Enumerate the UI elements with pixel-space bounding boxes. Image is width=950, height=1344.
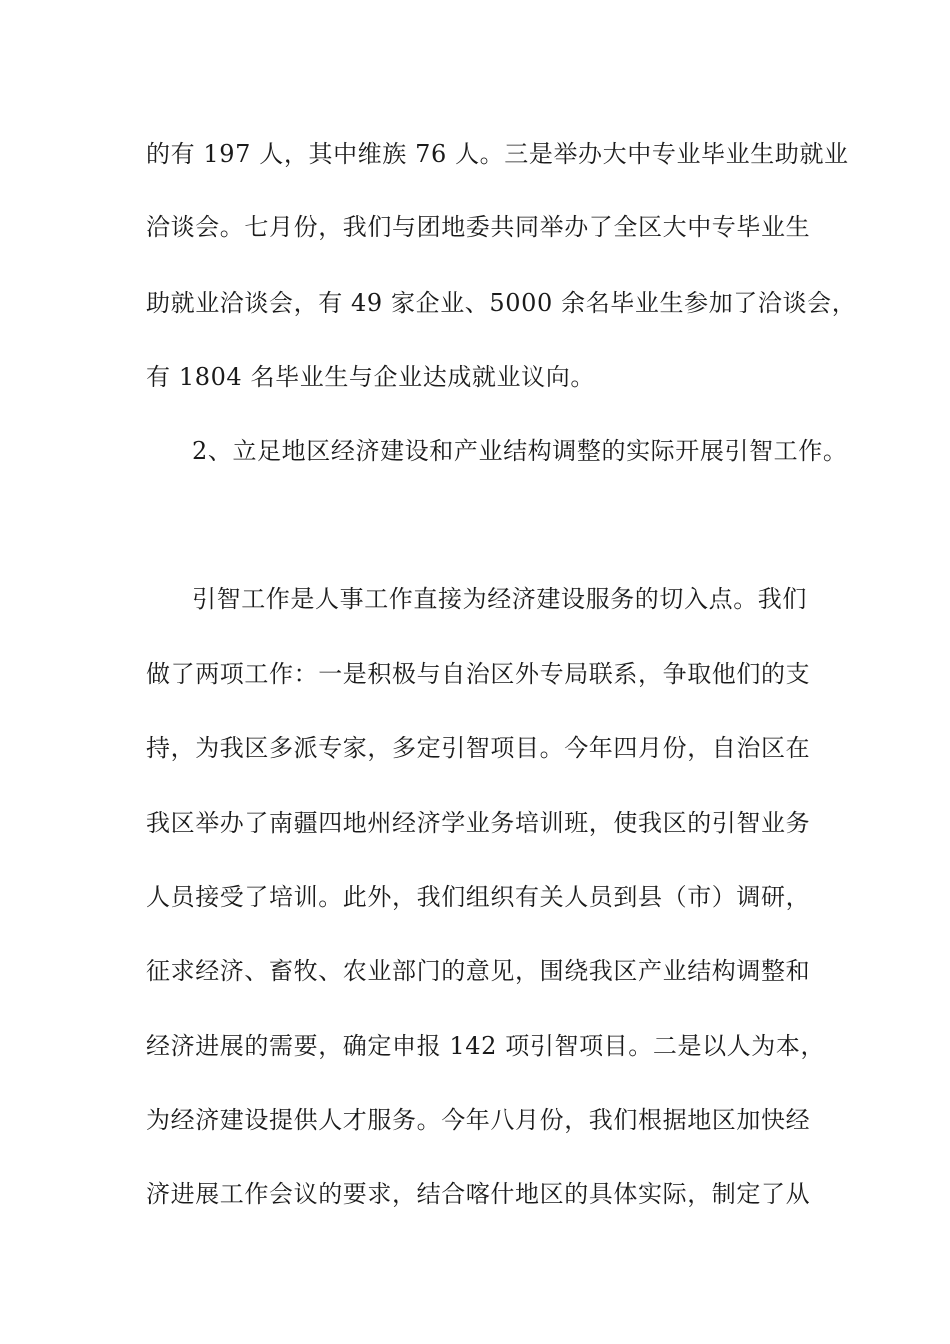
text-line: 为经济建设提供人才服务。今年八月份，我们根据地区加快经 (146, 1106, 811, 1134)
paragraph-first-line: 引智工作是人事工作直接为经济建设服务的切入点。我们 (192, 585, 807, 613)
text-line: 济进展工作会议的要求，结合喀什地区的具体实际，制定了从 (146, 1180, 811, 1208)
text-line: 我区举办了南疆四地州经济学业务培训班，使我区的引智业务 (146, 809, 811, 837)
text-line: 做了两项工作：一是积极与自治区外专局联系，争取他们的支 (146, 660, 811, 688)
text-line: 有 1804 名毕业生与企业达成就业议向。 (146, 363, 595, 391)
text-line: 助就业洽谈会，有 49 家企业、5000 余名毕业生参加了洽谈会， (146, 289, 857, 317)
text-line: 持，为我区多派专家，多定引智项目。今年四月份，自治区在 (146, 734, 811, 762)
text-line: 征求经济、畜牧、农业部门的意见，围绕我区产业结构调整和 (146, 957, 811, 985)
text-line: 洽谈会。七月份，我们与团地委共同举办了全区大中专毕业生 (146, 213, 811, 241)
text-line: 人员接受了培训。此外，我们组织有关人员到县（市）调研， (146, 883, 811, 911)
text-line: 的有 197 人，其中维族 76 人。三是举办大中专业毕业生助就业 (146, 140, 849, 168)
section-heading: 2、立足地区经济建设和产业结构调整的实际开展引智工作。 (192, 437, 848, 465)
text-line: 经济进展的需要，确定申报 142 项引智项目。二是以人为本， (146, 1032, 826, 1060)
